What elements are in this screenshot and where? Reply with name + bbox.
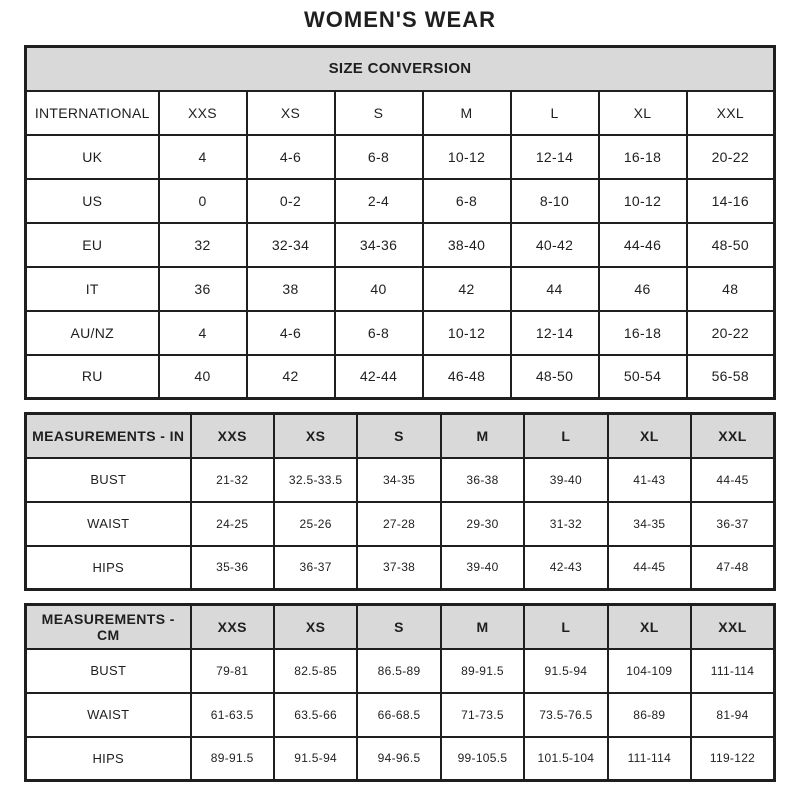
value-cell: 12-14 — [511, 311, 599, 355]
value-cell: 0-2 — [247, 179, 335, 223]
value-cell: 89-91.5 — [191, 737, 274, 781]
row-label: HIPS — [26, 737, 191, 781]
value-cell: 56-58 — [687, 355, 775, 399]
value-cell: 39-40 — [441, 546, 524, 590]
value-cell: 32 — [159, 223, 247, 267]
value-cell: 40 — [159, 355, 247, 399]
value-cell: 111-114 — [691, 649, 774, 693]
value-cell: 4-6 — [247, 311, 335, 355]
value-cell: 27-28 — [357, 502, 440, 546]
size-conversion-column-header-row — [26, 91, 775, 135]
size-column-header: XL — [608, 414, 691, 458]
value-cell: 46 — [599, 267, 687, 311]
page-title: WOMEN'S WEAR — [304, 7, 496, 32]
row-ru — [26, 355, 775, 399]
value-cell: 101.5-104 — [524, 737, 607, 781]
size-column-header: L — [524, 605, 607, 649]
row-label: US — [26, 179, 159, 223]
row-hips — [26, 737, 775, 781]
value-cell: 42-44 — [335, 355, 423, 399]
value-cell: 44-45 — [608, 546, 691, 590]
row-label: WAIST — [26, 693, 191, 737]
row-label: UK — [26, 135, 159, 179]
measurements-in-header-row — [26, 414, 775, 458]
corner-header-cell: MEASUREMENTS - IN — [26, 414, 191, 458]
value-cell: 63.5-66 — [274, 693, 357, 737]
value-cell: 42-43 — [524, 546, 607, 590]
value-cell: 48-50 — [511, 355, 599, 399]
size-column-header: XXL — [687, 91, 775, 135]
value-cell: 14-16 — [687, 179, 775, 223]
value-cell: 41-43 — [608, 458, 691, 502]
value-cell: 46-48 — [423, 355, 511, 399]
value-cell: 38 — [247, 267, 335, 311]
size-column-header: S — [357, 414, 440, 458]
size-column-header: M — [423, 91, 511, 135]
row-au-nz — [26, 311, 775, 355]
value-cell: 37-38 — [357, 546, 440, 590]
size-column-header: XXS — [191, 605, 274, 649]
value-cell: 73.5-76.5 — [524, 693, 607, 737]
value-cell: 119-122 — [691, 737, 774, 781]
row-waist — [26, 502, 775, 546]
row-bust — [26, 649, 775, 693]
value-cell: 38-40 — [423, 223, 511, 267]
size-column-header: XXL — [691, 414, 774, 458]
value-cell: 40-42 — [511, 223, 599, 267]
value-cell: 111-114 — [608, 737, 691, 781]
value-cell: 48-50 — [687, 223, 775, 267]
value-cell: 32.5-33.5 — [274, 458, 357, 502]
value-cell: 16-18 — [599, 135, 687, 179]
value-cell: 40 — [335, 267, 423, 311]
value-cell: 8-10 — [511, 179, 599, 223]
row-label: AU/NZ — [26, 311, 159, 355]
size-conversion-title: SIZE CONVERSION — [26, 47, 775, 91]
row-label: BUST — [26, 649, 191, 693]
value-cell: 39-40 — [524, 458, 607, 502]
corner-header-cell: MEASUREMENTS - CM — [26, 605, 191, 649]
value-cell: 21-32 — [191, 458, 274, 502]
row-label: IT — [26, 267, 159, 311]
row-eu — [26, 223, 775, 267]
value-cell: 99-105.5 — [441, 737, 524, 781]
value-cell: 4 — [159, 135, 247, 179]
size-column-header: L — [511, 91, 599, 135]
value-cell: 36-38 — [441, 458, 524, 502]
value-cell: 48 — [687, 267, 775, 311]
measurements-in-table — [24, 412, 776, 591]
size-column-header: S — [357, 605, 440, 649]
value-cell: 32-34 — [247, 223, 335, 267]
row-waist — [26, 693, 775, 737]
size-conversion-body — [26, 135, 775, 399]
size-column-header: XS — [274, 414, 357, 458]
value-cell: 0 — [159, 179, 247, 223]
value-cell: 2-4 — [335, 179, 423, 223]
size-column-header: XXL — [691, 605, 774, 649]
row-label: EU — [26, 223, 159, 267]
row-label: RU — [26, 355, 159, 399]
value-cell: 91.5-94 — [274, 737, 357, 781]
value-cell: 44 — [511, 267, 599, 311]
row-us — [26, 179, 775, 223]
size-conversion-table — [24, 45, 776, 400]
size-column-header: M — [441, 414, 524, 458]
row-it — [26, 267, 775, 311]
value-cell: 35-36 — [191, 546, 274, 590]
size-column-header: XL — [599, 91, 687, 135]
row-uk — [26, 135, 775, 179]
row-label: HIPS — [26, 546, 191, 590]
value-cell: 31-32 — [524, 502, 607, 546]
measurements-cm-body — [26, 649, 775, 781]
value-cell: 4-6 — [247, 135, 335, 179]
size-column-header: XL — [608, 605, 691, 649]
value-cell: 36-37 — [691, 502, 774, 546]
value-cell: 6-8 — [423, 179, 511, 223]
value-cell: 94-96.5 — [357, 737, 440, 781]
value-cell: 44-46 — [599, 223, 687, 267]
value-cell: 44-45 — [691, 458, 774, 502]
value-cell: 34-35 — [608, 502, 691, 546]
value-cell: 10-12 — [423, 311, 511, 355]
size-column-header: XXS — [191, 414, 274, 458]
size-column-header: M — [441, 605, 524, 649]
value-cell: 16-18 — [599, 311, 687, 355]
size-column-header: XS — [247, 91, 335, 135]
value-cell: 24-25 — [191, 502, 274, 546]
value-cell: 66-68.5 — [357, 693, 440, 737]
row-bust — [26, 458, 775, 502]
value-cell: 104-109 — [608, 649, 691, 693]
corner-header-cell: INTERNATIONAL — [26, 91, 159, 135]
value-cell: 29-30 — [441, 502, 524, 546]
value-cell: 34-35 — [357, 458, 440, 502]
value-cell: 20-22 — [687, 135, 775, 179]
measurements-in-body — [26, 458, 775, 590]
size-column-header: S — [335, 91, 423, 135]
row-label: WAIST — [26, 502, 191, 546]
value-cell: 91.5-94 — [524, 649, 607, 693]
value-cell: 6-8 — [335, 311, 423, 355]
value-cell: 10-12 — [423, 135, 511, 179]
value-cell: 82.5-85 — [274, 649, 357, 693]
value-cell: 34-36 — [335, 223, 423, 267]
measurements-cm-table — [24, 603, 776, 782]
row-label: BUST — [26, 458, 191, 502]
value-cell: 89-91.5 — [441, 649, 524, 693]
value-cell: 4 — [159, 311, 247, 355]
value-cell: 10-12 — [599, 179, 687, 223]
row-hips — [26, 546, 775, 590]
value-cell: 42 — [423, 267, 511, 311]
value-cell: 71-73.5 — [441, 693, 524, 737]
size-conversion-title-row — [26, 47, 775, 91]
value-cell: 81-94 — [691, 693, 774, 737]
value-cell: 36 — [159, 267, 247, 311]
value-cell: 20-22 — [687, 311, 775, 355]
size-column-header: XS — [274, 605, 357, 649]
value-cell: 79-81 — [191, 649, 274, 693]
value-cell: 6-8 — [335, 135, 423, 179]
value-cell: 86-89 — [608, 693, 691, 737]
value-cell: 36-37 — [274, 546, 357, 590]
size-column-header: XXS — [159, 91, 247, 135]
value-cell: 12-14 — [511, 135, 599, 179]
value-cell: 61-63.5 — [191, 693, 274, 737]
value-cell: 47-48 — [691, 546, 774, 590]
size-column-header: L — [524, 414, 607, 458]
measurements-cm-header-row — [26, 605, 775, 649]
value-cell: 25-26 — [274, 502, 357, 546]
value-cell: 50-54 — [599, 355, 687, 399]
value-cell: 86.5-89 — [357, 649, 440, 693]
value-cell: 42 — [247, 355, 335, 399]
